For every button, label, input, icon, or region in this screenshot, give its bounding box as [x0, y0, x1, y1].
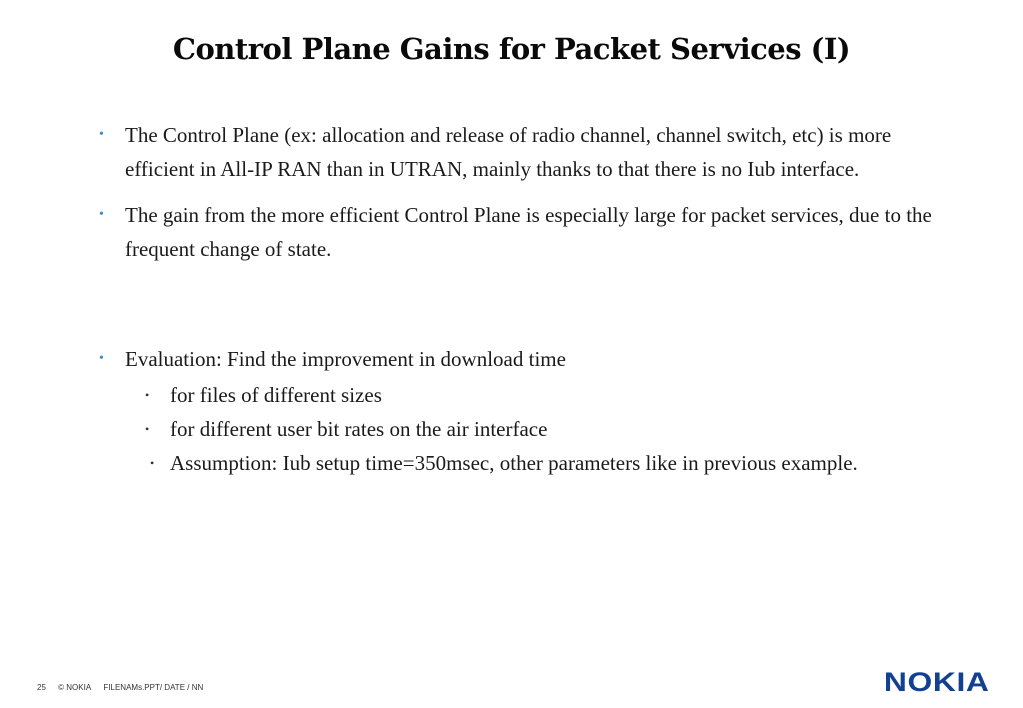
bullet-dot-icon: •	[99, 351, 104, 366]
sub-bullet-dot-icon: •	[145, 422, 150, 436]
bullet-text: The Control Plane (ex: allocation and release of radio channel, channel switch, etc) is more efficient in All-IP RAN than in UTRAN, mainly thanks to that there is no Iub interface.	[125, 123, 892, 181]
bullet-dot-icon: •	[99, 207, 104, 222]
sub-bullet-text: for files of different sizes	[170, 383, 382, 407]
sub-bullet-text: for different user bit rates on the air interface	[170, 417, 548, 441]
bullet-item	[96, 342, 946, 480]
bullet-item	[96, 118, 946, 186]
copyright-text: © NOKIA	[58, 683, 92, 692]
sub-bullet-item	[125, 378, 946, 412]
page-number: 25	[37, 683, 46, 692]
bullet-list	[96, 118, 946, 480]
sub-bullet-text: Assumption: Iub setup time=350msec, other parameters like in previous example.	[170, 451, 858, 475]
bullet-text: The gain from the more efficient Control Plane is especially large for packet services, due to the frequent change of state.	[125, 203, 932, 261]
sub-bullet-dot-icon: •	[150, 456, 155, 470]
bullet-text: Evaluation: Find the improvement in download time	[125, 347, 566, 371]
sub-bullet-dot-icon: •	[145, 388, 150, 402]
nokia-logo: NOKIA	[883, 667, 989, 697]
bullet-dot-icon: •	[99, 127, 104, 142]
sub-bullet-item	[125, 412, 946, 446]
bullet-item	[96, 198, 946, 266]
slide-title: Control Plane Gains for Packet Services (I)	[172, 32, 851, 66]
sub-bullet-item	[125, 446, 946, 480]
sub-bullet-list	[125, 378, 946, 480]
filename-text: FILENAMs.PPT/ DATE / NN	[103, 683, 204, 692]
slide-footer	[37, 683, 213, 692]
